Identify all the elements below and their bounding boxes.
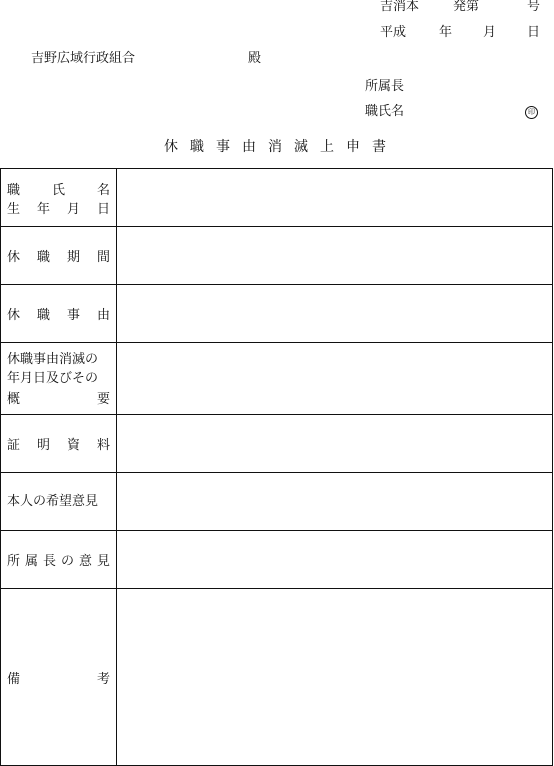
- row-label: [1, 227, 117, 285]
- row-value-cell[interactable]: [117, 169, 553, 227]
- row-label-line: [7, 369, 110, 388]
- row-label-text: 考: [96, 671, 110, 687]
- row-label-text: 名: [96, 182, 110, 198]
- row-label-line: [7, 668, 110, 687]
- form-table: [0, 168, 553, 766]
- row-label-text: 職: [7, 182, 21, 198]
- row-label-text: 長: [42, 554, 56, 569]
- row-label-text: 日: [96, 201, 110, 217]
- form-row: [1, 415, 553, 473]
- row-label-line: [7, 388, 110, 407]
- row-label-text: 明: [36, 438, 50, 453]
- row-label-text: 休: [7, 250, 21, 265]
- row-value-cell[interactable]: [117, 415, 553, 473]
- row-label-line: [7, 179, 110, 198]
- date-era: 平成: [380, 25, 407, 40]
- row-label-text: 概: [7, 392, 21, 407]
- doc-number-mid: 発第: [453, 0, 480, 14]
- row-value-cell[interactable]: [117, 589, 553, 766]
- row-label-text: 事: [66, 308, 80, 323]
- row-label-text: 本人の希望意見: [7, 494, 99, 509]
- row-label-text: 証: [7, 438, 21, 453]
- row-label-text: 属: [24, 554, 38, 569]
- date-year: 年: [439, 25, 453, 40]
- row-label-line: [7, 550, 110, 569]
- row-label-text: 所: [7, 554, 21, 569]
- honorific: 殿: [248, 51, 262, 66]
- row-label-text: 見: [96, 554, 110, 569]
- row-label-text: の: [60, 554, 74, 569]
- seal-mark-icon: 印: [525, 106, 538, 119]
- row-label-text: 期: [66, 250, 80, 265]
- row-label-line: [7, 350, 110, 369]
- row-label-text: 料: [96, 438, 110, 453]
- row-label: [1, 343, 117, 415]
- date-month: 月: [483, 25, 497, 40]
- form-row: [1, 227, 553, 285]
- row-label-text: 資: [66, 438, 80, 453]
- employee-name-label: 職氏名: [365, 104, 405, 119]
- row-value-cell[interactable]: [117, 473, 553, 531]
- doc-number-prefix: 吉消本: [380, 0, 420, 14]
- row-label-text: 氏: [51, 182, 65, 198]
- form-title: 休職事由消滅上申書: [164, 139, 398, 155]
- row-label-text: 職: [36, 250, 50, 265]
- row-value-cell[interactable]: [117, 343, 553, 415]
- row-label-text: 間: [96, 250, 110, 265]
- row-label-line: [7, 246, 110, 265]
- row-label: [1, 285, 117, 343]
- row-label-text: 意: [78, 554, 92, 569]
- row-label: [1, 589, 117, 766]
- row-value-cell[interactable]: [117, 285, 553, 343]
- row-label-line: [7, 434, 110, 453]
- row-label-text: 月: [66, 201, 80, 217]
- row-label-text: 職: [36, 308, 50, 323]
- row-label-text: 年: [36, 201, 50, 217]
- form-row: [1, 531, 553, 589]
- form-body: [1, 169, 553, 766]
- form-row: [1, 285, 553, 343]
- row-label-text: 年月日及びその: [7, 371, 99, 386]
- dept-head-label: 所属長: [365, 79, 405, 94]
- row-value-cell[interactable]: [117, 531, 553, 589]
- row-label-line: [7, 198, 110, 217]
- form-row: [1, 169, 553, 227]
- form-row: [1, 589, 553, 766]
- row-label: [1, 415, 117, 473]
- addressee: 吉野広域行政組合: [31, 51, 136, 66]
- row-label-text: 由: [96, 308, 110, 323]
- date-day: 日: [527, 25, 541, 40]
- row-label: [1, 473, 117, 531]
- row-value-cell[interactable]: [117, 227, 553, 285]
- row-label: [1, 169, 117, 227]
- form-row: [1, 343, 553, 415]
- row-label-text: 生: [7, 201, 21, 217]
- doc-number-suffix: 号: [527, 0, 541, 14]
- row-label: [1, 531, 117, 589]
- row-label-text: 備: [7, 671, 21, 687]
- row-label-text: 休: [7, 308, 21, 323]
- row-label-text: 休職事由消滅の: [7, 352, 99, 367]
- row-label-text: 要: [96, 392, 110, 407]
- row-label-line: [7, 304, 110, 323]
- row-label-line: [7, 492, 110, 511]
- form-row: [1, 473, 553, 531]
